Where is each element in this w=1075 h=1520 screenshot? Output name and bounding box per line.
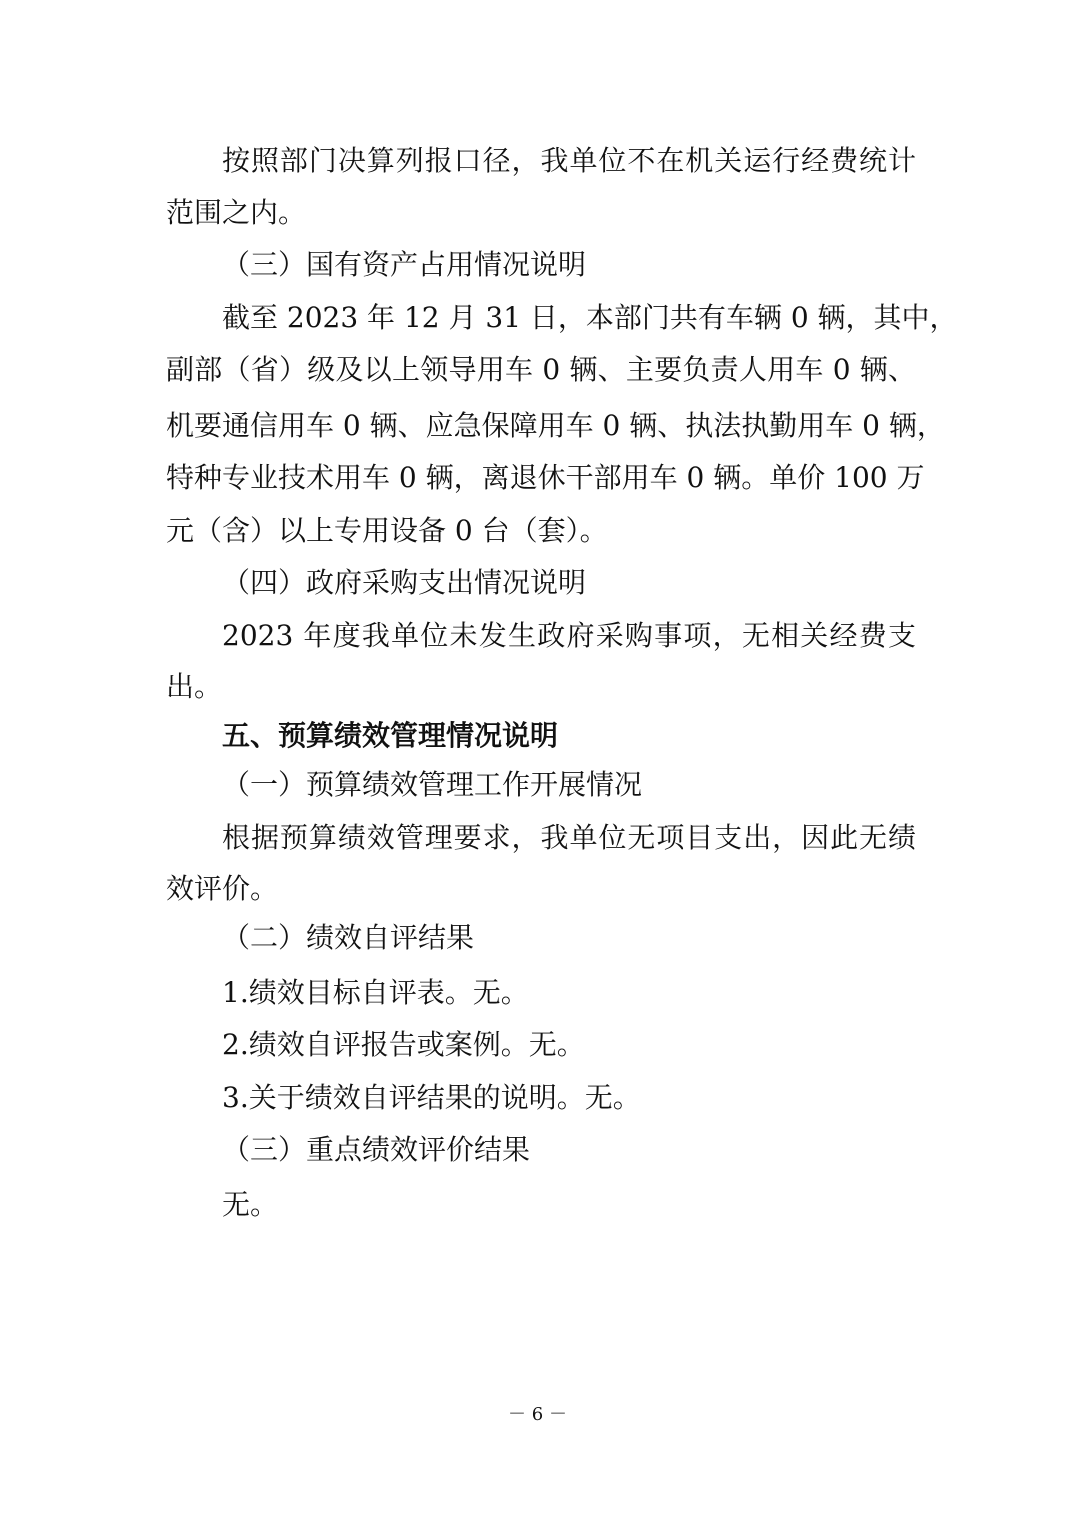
list-item: 3.关于绩效自评结果的说明。无。	[222, 1081, 641, 1114]
subsection-heading: （三）国有资产占用情况说明	[222, 248, 587, 281]
subsection-heading: （二）绩效自评结果	[222, 921, 475, 954]
paragraph-line: 效评价。	[166, 872, 279, 905]
paragraph-line: 元（含）以上专用设备 0 台（套）。	[166, 514, 608, 547]
paragraph-line: 出。	[166, 670, 223, 703]
subsection-heading: （三）重点绩效评价结果	[222, 1133, 531, 1166]
paragraph-line: 按照部门决算列报口径，我单位不在机关运行经费统计	[222, 144, 916, 177]
paragraph-line: 截至 2023 年 12 月 31 日，本部门共有车辆 0 辆，其中，	[222, 301, 958, 334]
paragraph-line: 范围之内。	[166, 196, 307, 229]
paragraph-line: 2023 年度我单位未发生政府采购事项，无相关经费支	[222, 619, 916, 652]
paragraph-line: 根据预算绩效管理要求，我单位无项目支出，因此无绩	[222, 821, 916, 854]
subsection-heading: （一）预算绩效管理工作开展情况	[222, 768, 643, 801]
list-item: 2.绩效自评报告或案例。无。	[222, 1028, 585, 1061]
paragraph-line: 副部（省）级及以上领导用车 0 辆、主要负责人用车 0 辆、	[166, 353, 916, 386]
page-number: － 6 －	[508, 1404, 567, 1425]
subsection-heading: （四）政府采购支出情况说明	[222, 566, 587, 599]
list-item: 1.绩效目标自评表。无。	[222, 976, 529, 1009]
paragraph-line: 机要通信用车 0 辆、应急保障用车 0 辆、执法执勤用车 0 辆，	[166, 409, 945, 442]
section-heading: 五、预算绩效管理情况说明	[222, 719, 559, 752]
paragraph-line: 特种专业技术用车 0 辆，离退休干部用车 0 辆。单价 100 万	[166, 461, 925, 494]
paragraph-line: 无。	[222, 1188, 279, 1221]
